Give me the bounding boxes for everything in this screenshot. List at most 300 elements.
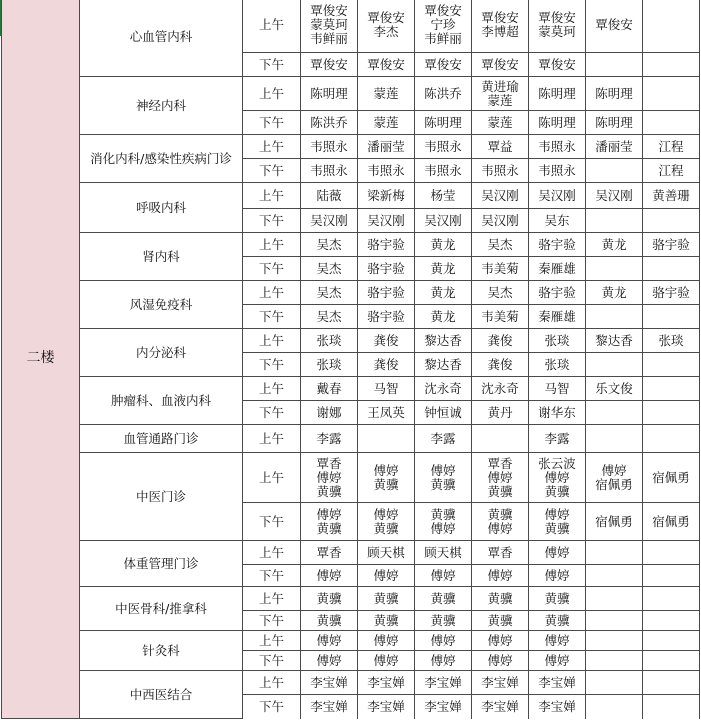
doctor-cell[interactable] [586, 281, 643, 305]
doctor-cell[interactable] [643, 209, 700, 233]
doctor-cell[interactable] [586, 587, 643, 611]
doctor-cell[interactable] [529, 353, 586, 377]
doctor-cell[interactable] [472, 233, 529, 257]
doctor-cell[interactable] [529, 631, 586, 651]
doctor-cell[interactable] [586, 377, 643, 401]
doctor-name: 黄龙 [430, 236, 456, 252]
doctor-cell[interactable] [472, 159, 529, 183]
doctor-cell[interactable] [529, 135, 586, 159]
doctor-cell[interactable] [529, 53, 586, 77]
department-name[interactable]: 中医骨科/推拿科 [80, 587, 243, 631]
doctor-name: 乐文俊 [595, 380, 633, 396]
doctor-cell[interactable] [415, 135, 472, 159]
doctor-cell[interactable] [415, 651, 472, 671]
doctor-name: 宿佩勇 [652, 469, 690, 485]
doctor-cell[interactable] [643, 631, 700, 651]
doctor-cell[interactable] [643, 651, 700, 671]
doctor-cell[interactable] [643, 53, 700, 77]
doctor-cell[interactable] [472, 587, 529, 611]
department-name[interactable]: 血管通路门诊 [80, 425, 243, 453]
doctor-cell[interactable] [529, 611, 586, 631]
doctor-cell[interactable] [586, 159, 643, 183]
doctor-cell[interactable] [529, 377, 586, 401]
doctor-cell[interactable] [643, 587, 700, 611]
session-label[interactable]: 上午 [243, 453, 301, 503]
doctor-name: 李宝婵 [310, 698, 348, 714]
session-label[interactable]: 下午 [243, 651, 301, 671]
doctor-cell[interactable] [472, 135, 529, 159]
doctor-cell[interactable] [529, 209, 586, 233]
doctor-cell[interactable] [301, 305, 358, 329]
doctor-name: 韦鲜丽 [310, 30, 348, 46]
doctor-cell[interactable] [358, 565, 415, 587]
doctor-name: 蒙莲 [373, 114, 399, 130]
doctor-cell[interactable] [415, 565, 472, 587]
doctor-cell[interactable] [586, 651, 643, 671]
doctor-cell[interactable] [529, 257, 586, 281]
session-label[interactable]: 下午 [243, 53, 301, 77]
doctor-name: 覃香 [487, 455, 513, 471]
schedule-row [2, 671, 700, 695]
doctor-name: 江程 [658, 162, 684, 178]
doctor-cell[interactable] [643, 453, 700, 503]
doctor-cell[interactable] [529, 183, 586, 209]
doctor-cell[interactable] [358, 281, 415, 305]
doctor-cell[interactable] [301, 587, 358, 611]
department-name[interactable]: 中西医结合 [80, 671, 243, 719]
doctor-cell[interactable] [643, 353, 700, 377]
doctor-cell[interactable] [472, 565, 529, 587]
department-name[interactable]: 中医门诊 [80, 453, 243, 541]
doctor-cell[interactable] [358, 159, 415, 183]
doctor-name: 杨莹 [430, 187, 456, 203]
doctor-cell[interactable] [586, 135, 643, 159]
doctor-cell[interactable] [358, 257, 415, 281]
doctor-cell[interactable] [415, 401, 472, 425]
doctor-cell[interactable] [586, 0, 643, 53]
doctor-cell[interactable] [643, 159, 700, 183]
doctor-cell[interactable] [415, 377, 472, 401]
doctor-cell[interactable] [301, 453, 358, 503]
doctor-name: 黄骥 [316, 483, 342, 499]
doctor-cell[interactable] [472, 671, 529, 695]
session-label[interactable]: 上午 [243, 233, 301, 257]
doctor-cell[interactable] [586, 453, 643, 503]
department-name[interactable]: 肾内科 [80, 233, 243, 281]
doctor-cell[interactable] [301, 53, 358, 77]
doctor-cell[interactable] [301, 135, 358, 159]
doctor-cell[interactable] [301, 503, 358, 541]
doctor-name: 傅婷 [430, 520, 456, 536]
doctor-cell[interactable] [529, 329, 586, 353]
doctor-cell[interactable] [415, 541, 472, 565]
doctor-cell[interactable] [586, 695, 643, 719]
doctor-name: 钟恒诚 [424, 404, 462, 420]
doctor-cell[interactable] [643, 135, 700, 159]
doctor-name: 覃俊安 [481, 9, 519, 25]
doctor-cell[interactable] [472, 77, 529, 111]
doctor-name: 傅婷 [373, 632, 399, 648]
doctor-cell[interactable] [301, 111, 358, 135]
doctor-cell[interactable] [472, 111, 529, 135]
doctor-cell[interactable] [643, 401, 700, 425]
doctor-cell[interactable] [643, 565, 700, 587]
doctor-cell[interactable] [415, 453, 472, 503]
doctor-cell[interactable] [643, 503, 700, 541]
session-label[interactable]: 下午 [243, 257, 301, 281]
doctor-cell[interactable] [358, 183, 415, 209]
doctor-cell[interactable] [301, 631, 358, 651]
schedule-row [2, 135, 700, 159]
doctor-cell[interactable] [529, 401, 586, 425]
doctor-cell[interactable] [415, 111, 472, 135]
doctor-cell[interactable] [472, 281, 529, 305]
doctor-cell[interactable] [358, 53, 415, 77]
doctor-cell[interactable] [301, 425, 358, 453]
doctor-cell[interactable] [643, 377, 700, 401]
doctor-cell[interactable] [358, 0, 415, 53]
session-label[interactable]: 下午 [243, 695, 301, 719]
doctor-cell[interactable] [472, 353, 529, 377]
doctor-cell[interactable] [529, 425, 586, 453]
doctor-cell[interactable] [472, 651, 529, 671]
doctor-cell[interactable] [529, 651, 586, 671]
doctor-cell[interactable] [415, 233, 472, 257]
doctor-cell[interactable] [358, 401, 415, 425]
session-label[interactable]: 上午 [243, 671, 301, 695]
doctor-cell[interactable] [586, 209, 643, 233]
doctor-cell[interactable] [301, 0, 358, 53]
doctor-cell[interactable] [529, 565, 586, 587]
doctor-cell[interactable] [586, 353, 643, 377]
doctor-cell[interactable] [529, 281, 586, 305]
doctor-cell[interactable] [529, 503, 586, 541]
session-label[interactable]: 下午 [243, 111, 301, 135]
doctor-cell[interactable] [358, 377, 415, 401]
doctor-name: 覃俊安 [367, 56, 405, 72]
doctor-name: 黄骥 [430, 612, 456, 628]
doctor-cell[interactable] [301, 233, 358, 257]
doctor-name: 覃俊安 [367, 9, 405, 25]
doctor-cell[interactable] [358, 671, 415, 695]
doctor-cell[interactable] [529, 159, 586, 183]
doctor-name: 蒙莲 [487, 114, 513, 130]
doctor-cell[interactable] [301, 77, 358, 111]
doctor-cell[interactable] [586, 233, 643, 257]
doctor-name: 韦照永 [424, 138, 462, 154]
department-name[interactable]: 消化内科/感染性疾病门诊 [80, 135, 243, 183]
session-label[interactable]: 下午 [243, 159, 301, 183]
doctor-name: 黄善珊 [652, 187, 690, 203]
doctor-name: 黄骥 [430, 476, 456, 492]
doctor-cell[interactable] [301, 183, 358, 209]
doctor-cell[interactable] [358, 329, 415, 353]
doctor-cell[interactable] [358, 541, 415, 565]
schedule-row [2, 631, 700, 651]
doctor-name: 蒙莫珂 [310, 16, 348, 32]
doctor-cell[interactable] [415, 77, 472, 111]
doctor-cell[interactable] [415, 503, 472, 541]
doctor-cell[interactable] [643, 77, 700, 111]
doctor-cell[interactable] [472, 0, 529, 53]
doctor-name: 黄骥 [316, 520, 342, 536]
doctor-cell[interactable] [358, 587, 415, 611]
doctor-cell[interactable] [301, 377, 358, 401]
doctor-name: 黄龙 [601, 284, 627, 300]
doctor-cell[interactable] [586, 183, 643, 209]
doctor-cell[interactable] [586, 503, 643, 541]
doctor-cell[interactable] [643, 111, 700, 135]
doctor-cell[interactable] [529, 695, 586, 719]
session-label[interactable]: 上午 [243, 135, 301, 159]
doctor-cell[interactable] [643, 541, 700, 565]
doctor-cell[interactable] [643, 257, 700, 281]
doctor-cell[interactable] [586, 305, 643, 329]
doctor-cell[interactable] [358, 453, 415, 503]
doctor-cell[interactable] [415, 209, 472, 233]
doctor-cell[interactable] [472, 401, 529, 425]
doctor-cell[interactable] [586, 671, 643, 695]
doctor-cell[interactable] [415, 671, 472, 695]
doctor-cell[interactable] [643, 611, 700, 631]
doctor-cell[interactable] [301, 159, 358, 183]
schedule-row [2, 425, 700, 453]
doctor-cell[interactable] [358, 77, 415, 111]
doctor-name: 陈洪乔 [424, 85, 462, 101]
doctor-name: 傅婷 [316, 632, 342, 648]
doctor-cell[interactable] [301, 281, 358, 305]
doctor-cell[interactable] [415, 159, 472, 183]
session-label[interactable]: 下午 [243, 565, 301, 587]
doctor-name: 黄骥 [544, 520, 570, 536]
doctor-cell[interactable] [472, 329, 529, 353]
doctor-cell[interactable] [472, 53, 529, 77]
session-label[interactable]: 下午 [243, 503, 301, 541]
department-name[interactable]: 心血管内科 [80, 0, 243, 77]
doctor-name: 李露 [316, 430, 342, 446]
doctor-cell[interactable] [415, 353, 472, 377]
doctor-cell[interactable] [586, 53, 643, 77]
doctor-name: 韦美菊 [481, 260, 519, 276]
floor-label[interactable]: 二楼 [2, 0, 80, 719]
doctor-name: 宿佩勇 [595, 476, 633, 492]
doctor-cell[interactable] [358, 305, 415, 329]
doctor-name: 李宝婵 [424, 674, 462, 690]
doctor-cell[interactable] [529, 541, 586, 565]
session-label[interactable]: 上午 [243, 587, 301, 611]
doctor-cell[interactable] [472, 541, 529, 565]
doctor-cell[interactable] [643, 0, 700, 53]
doctor-cell[interactable] [415, 587, 472, 611]
session-label[interactable]: 下午 [243, 209, 301, 233]
doctor-cell[interactable] [472, 209, 529, 233]
department-name[interactable]: 肿瘤科、血液内科 [80, 377, 243, 425]
doctor-cell[interactable] [415, 257, 472, 281]
session-label[interactable]: 下午 [243, 401, 301, 425]
doctor-cell[interactable] [301, 651, 358, 671]
doctor-cell[interactable] [415, 425, 472, 453]
session-label[interactable]: 上午 [243, 183, 301, 209]
department-name[interactable]: 针灸科 [80, 631, 243, 671]
doctor-cell[interactable] [358, 631, 415, 651]
doctor-cell[interactable] [643, 329, 700, 353]
doctor-cell[interactable] [643, 305, 700, 329]
doctor-name: 覃俊安 [424, 56, 462, 72]
session-label[interactable]: 上午 [243, 329, 301, 353]
doctor-cell[interactable] [472, 305, 529, 329]
doctor-cell[interactable] [643, 695, 700, 719]
doctor-cell[interactable] [529, 111, 586, 135]
doctor-cell[interactable] [529, 233, 586, 257]
doctor-cell[interactable] [358, 425, 415, 453]
doctor-cell[interactable] [358, 111, 415, 135]
doctor-cell[interactable] [415, 611, 472, 631]
doctor-name: 韦美菊 [481, 308, 519, 324]
department-name[interactable]: 呼吸内科 [80, 183, 243, 233]
doctor-name: 覃俊安 [424, 2, 462, 18]
doctor-name: 傅婷 [544, 632, 570, 648]
doctor-name: 骆宇验 [652, 236, 690, 252]
session-label[interactable]: 下午 [243, 611, 301, 631]
doctor-name: 吴杰 [487, 284, 513, 300]
doctor-cell[interactable] [415, 695, 472, 719]
session-label[interactable]: 上午 [243, 77, 301, 111]
doctor-cell[interactable] [586, 401, 643, 425]
department-name[interactable]: 体重管理门诊 [80, 541, 243, 587]
doctor-cell[interactable] [301, 401, 358, 425]
doctor-name: 张琰 [544, 332, 570, 348]
doctor-cell[interactable] [529, 0, 586, 53]
department-name[interactable]: 神经内科 [80, 77, 243, 135]
doctor-cell[interactable] [586, 611, 643, 631]
doctor-name: 黄进瑜 [481, 78, 519, 94]
department-name[interactable]: 内分泌科 [80, 329, 243, 377]
doctor-name: 吴汉刚 [310, 212, 348, 228]
session-label[interactable]: 上午 [243, 0, 301, 53]
schedule-row [2, 0, 700, 53]
doctor-cell[interactable] [358, 353, 415, 377]
doctor-cell[interactable] [301, 541, 358, 565]
doctor-cell[interactable] [415, 329, 472, 353]
doctor-name: 覃益 [487, 138, 513, 154]
doctor-name: 傅婷 [430, 632, 456, 648]
doctor-cell[interactable] [643, 233, 700, 257]
doctor-name: 黎达香 [424, 356, 462, 372]
doctor-name: 傅婷 [544, 567, 570, 583]
doctor-cell[interactable] [472, 377, 529, 401]
doctor-cell[interactable] [301, 695, 358, 719]
doctor-cell[interactable] [358, 651, 415, 671]
doctor-cell[interactable] [415, 281, 472, 305]
doctor-name: 李宝婵 [538, 698, 576, 714]
doctor-cell[interactable] [472, 257, 529, 281]
session-label[interactable]: 上午 [243, 377, 301, 401]
doctor-name: 傅婷 [316, 652, 342, 668]
doctor-cell[interactable] [643, 183, 700, 209]
session-label[interactable]: 下午 [243, 353, 301, 377]
doctor-cell[interactable] [415, 631, 472, 651]
doctor-cell[interactable] [358, 611, 415, 631]
doctor-cell[interactable] [472, 631, 529, 651]
doctor-name: 李宝婵 [367, 698, 405, 714]
doctor-cell[interactable] [301, 209, 358, 233]
doctor-cell[interactable] [415, 53, 472, 77]
doctor-name: 骆宇验 [367, 260, 405, 276]
doctor-cell[interactable] [415, 305, 472, 329]
doctor-name: 黄龙 [601, 236, 627, 252]
doctor-cell[interactable] [301, 353, 358, 377]
doctor-name: 黄骥 [373, 476, 399, 492]
doctor-cell[interactable] [472, 183, 529, 209]
department-name[interactable]: 风湿免疫科 [80, 281, 243, 329]
doctor-cell[interactable] [529, 587, 586, 611]
doctor-cell[interactable] [529, 671, 586, 695]
doctor-cell[interactable] [586, 631, 643, 651]
doctor-cell[interactable] [472, 453, 529, 503]
schedule-row [2, 453, 700, 503]
doctor-name: 傅婷 [373, 652, 399, 668]
doctor-cell[interactable] [358, 695, 415, 719]
doctor-name: 黄丹 [487, 404, 513, 420]
doctor-name: 傅婷 [316, 567, 342, 583]
doctor-cell[interactable] [301, 329, 358, 353]
session-label[interactable]: 下午 [243, 305, 301, 329]
doctor-cell[interactable] [472, 503, 529, 541]
doctor-cell[interactable] [301, 565, 358, 587]
doctor-cell[interactable] [472, 695, 529, 719]
doctor-name: 李露 [430, 430, 456, 446]
doctor-cell[interactable] [358, 503, 415, 541]
session-label[interactable]: 上午 [243, 281, 301, 305]
doctor-name: 傅婷 [487, 469, 513, 485]
doctor-name: 覃俊安 [310, 56, 348, 72]
doctor-cell[interactable] [358, 209, 415, 233]
outpatient-schedule-table [1, 0, 700, 719]
doctor-cell[interactable] [643, 281, 700, 305]
doctor-cell[interactable] [643, 671, 700, 695]
doctor-name: 黎达香 [424, 332, 462, 348]
session-label[interactable]: 上午 [243, 425, 301, 453]
doctor-cell[interactable] [529, 453, 586, 503]
doctor-cell[interactable] [586, 257, 643, 281]
doctor-cell[interactable] [472, 611, 529, 631]
doctor-cell[interactable] [586, 329, 643, 353]
doctor-name: 黎达香 [595, 332, 633, 348]
doctor-cell[interactable] [586, 425, 643, 453]
doctor-cell[interactable] [301, 257, 358, 281]
doctor-cell[interactable] [301, 611, 358, 631]
doctor-cell[interactable] [472, 425, 529, 453]
doctor-cell[interactable] [415, 0, 472, 53]
doctor-cell[interactable] [415, 183, 472, 209]
doctor-cell[interactable] [586, 565, 643, 587]
doctor-cell[interactable] [529, 305, 586, 329]
doctor-cell[interactable] [358, 233, 415, 257]
doctor-name: 黄骥 [487, 612, 513, 628]
session-label[interactable]: 上午 [243, 541, 301, 565]
doctor-cell[interactable] [529, 77, 586, 111]
doctor-name: 吴汉刚 [481, 212, 519, 228]
doctor-cell[interactable] [643, 425, 700, 453]
doctor-cell[interactable] [586, 541, 643, 565]
doctor-cell[interactable] [586, 111, 643, 135]
doctor-cell[interactable] [301, 671, 358, 695]
doctor-name: 吴杰 [316, 260, 342, 276]
doctor-cell[interactable] [586, 77, 643, 111]
doctor-name: 陈明理 [595, 85, 633, 101]
doctor-cell[interactable] [358, 135, 415, 159]
session-label[interactable]: 上午 [243, 631, 301, 651]
